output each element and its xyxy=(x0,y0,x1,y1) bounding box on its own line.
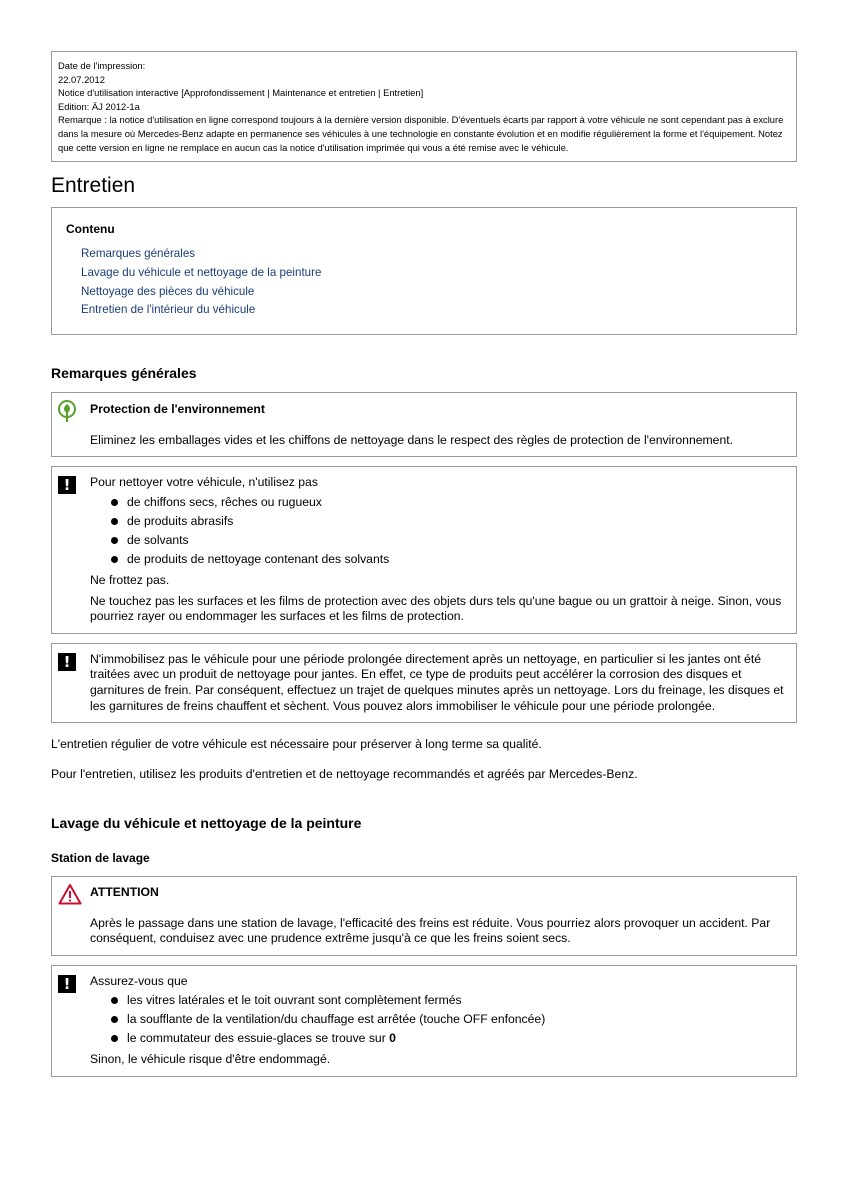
caution-list xyxy=(90,493,784,569)
caution-box-carwash xyxy=(51,965,797,1077)
list-item: de solvants xyxy=(108,531,784,550)
toc-link-lavage[interactable]: Lavage du véhicule et nettoyage de la peinture xyxy=(81,265,322,279)
environment-title: Protection de l'environnement xyxy=(90,402,265,417)
caution-box-immobilize xyxy=(51,643,797,723)
environment-text: Eliminez les emballages vides et les chiffons de nettoyage dans le respect des règles de protection de l'environnement. xyxy=(90,432,733,447)
paragraph-regular-care: L'entretien régulier de votre véhicule est nécessaire pour préserver à long terme sa qualité. xyxy=(51,737,542,752)
edition-label: Edition: ÄJ 2012-1a xyxy=(58,100,140,112)
list-item: les vitres latérales et le toit ouvrant sont complètement fermés xyxy=(108,991,784,1010)
exclamation-icon: ! xyxy=(58,653,76,671)
list-item: la soufflante de la ventilation/du chauffage est arrêtée (touche OFF enfoncée) xyxy=(108,1010,784,1029)
attention-title: ATTENTION xyxy=(90,885,159,900)
exclamation-icon: ! xyxy=(58,975,76,993)
print-info-box xyxy=(51,51,797,162)
caution-p2: Ne touchez pas les surfaces et les films de protection avec des objets durs tels qu'une bague ou un grattoir à neige. Sinon, vous pourriez rayer ou endommager les surfaces et les films de protection. xyxy=(90,593,782,624)
carwash-intro: Assurez-vous que xyxy=(90,973,188,988)
carwash-outro: Sinon, le véhicule risque d'être endommagé. xyxy=(90,1052,331,1067)
section-heading-lavage: Lavage du véhicule et nettoyage de la peinture xyxy=(51,815,362,832)
caution-p1: Ne frottez pas. xyxy=(90,572,170,587)
environment-box xyxy=(51,392,797,457)
caution-intro: Pour nettoyer votre véhicule, n'utilisez pas xyxy=(90,475,318,490)
caution-immobilize-text: N'immobilisez pas le véhicule pour une période prolongée directement après un nettoyage, en particulier si les jantes ont été traitées avec un produit de nettoyage pour jantes. En effet, ce type de produits peut accélérer la corrosion des disques et garnitures de frein. Par conséquent, effectuez un trajet de quelques minutes après un nettoyage. Lors du freinage, les disques et les garnitures de freins chauffent et sèchent. Vous pouvez alors immobiliser le véhicule pour une période prolongée. xyxy=(90,651,784,713)
toc-title: Contenu xyxy=(66,222,115,237)
table-of-contents xyxy=(51,207,797,335)
environment-leaf-icon xyxy=(57,399,77,423)
toc-link-nettoyage-pieces[interactable]: Nettoyage des pièces du véhicule xyxy=(81,284,255,298)
list-item: de produits abrasifs xyxy=(108,512,784,531)
wiper-text: le commutateur des essuie-glaces se trouve sur xyxy=(127,1031,390,1046)
remark-text: Remarque : la notice d'utilisation en ligne correspond toujours à la dernière version disponible. D'éventuels écarts par rapport à votre véhicule ne sont cependant pas à exclure dans la mesure où Mercedes-Benz adapte en permanence ses véhicules à une technologie en constante évolution et en modifie régulièrement la forme et l'équipement. Notez que cette version en ligne ne remplace en aucun cas la notice d'utilisation imprimée qui vous a été remise avec le véhicule. xyxy=(58,114,784,153)
list-item xyxy=(108,1029,784,1048)
list-item: de produits de nettoyage contenant des solvants xyxy=(108,550,784,569)
wiper-position-value: 0 xyxy=(389,1031,396,1046)
attention-box xyxy=(51,876,797,956)
print-date-label: Date de l'impression: xyxy=(58,60,146,71)
toc-link-entretien-interieur[interactable]: Entretien de l'intérieur du véhicule xyxy=(81,303,256,317)
page xyxy=(51,51,797,1077)
subheading-station-lavage: Station de lavage xyxy=(51,851,150,866)
section-heading-remarques: Remarques générales xyxy=(51,365,197,382)
print-date-value: 22.07.2012 xyxy=(58,73,105,85)
paragraph-products: Pour l'entretien, utilisez les produits d'entretien et de nettoyage recommandés et agréés par Mercedes-Benz. xyxy=(51,767,638,782)
warning-triangle-icon xyxy=(58,883,82,905)
exclamation-icon: ! xyxy=(58,476,76,494)
carwash-list xyxy=(90,991,784,1048)
caution-box-cleaning xyxy=(51,466,797,633)
attention-text: Après le passage dans une station de lavage, l'efficacité des freins est réduite. Vous pourriez alors provoquer un accident. Par conséquent, conduisez avec une prudence extrême jusqu'à ce que les freins soient secs. xyxy=(90,915,771,946)
notice-breadcrumb: Notice d'utilisation interactive [Approfondissement | Maintenance et entretien | Entretien] xyxy=(58,87,424,99)
toc-link-remarques[interactable]: Remarques générales xyxy=(81,247,196,261)
list-item: de chiffons secs, rêches ou rugueux xyxy=(108,493,784,512)
page-title: Entretien xyxy=(51,174,136,198)
